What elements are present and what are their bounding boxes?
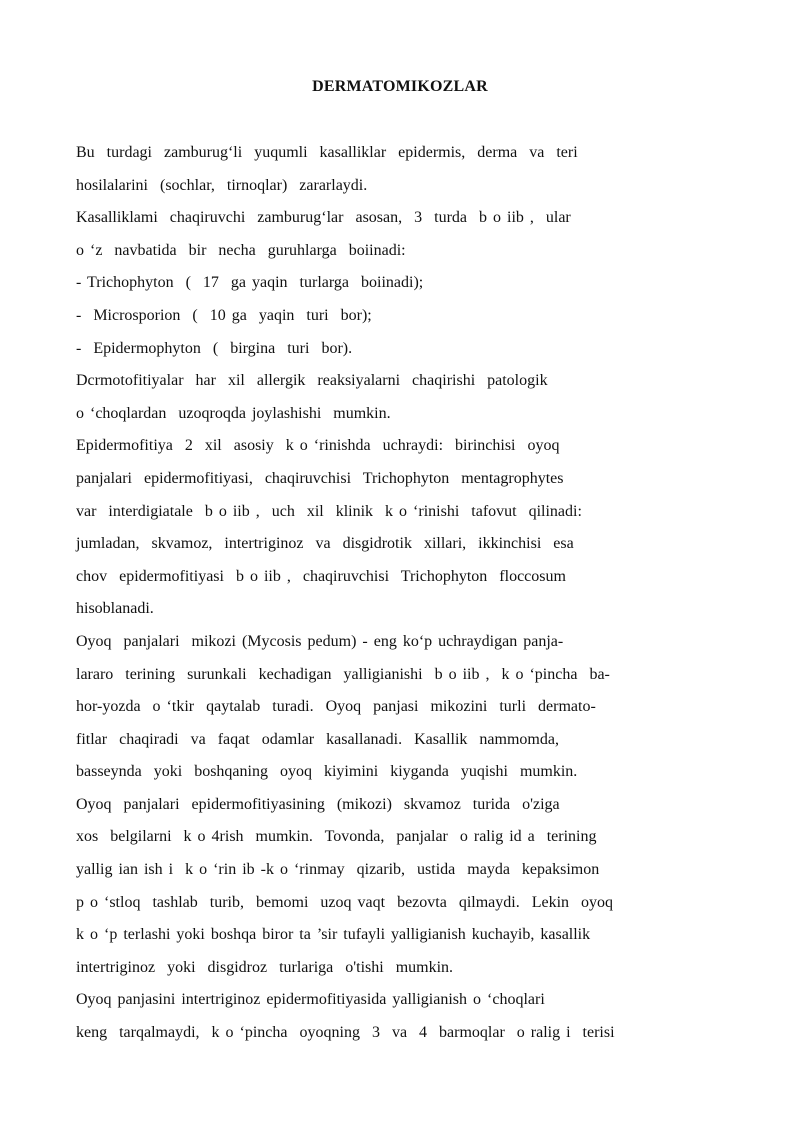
text-line: hor-yozda o ‘tkir qaytalab turadi. Oyoq panjasi mikozini turli dermato- bbox=[76, 698, 596, 716]
text-line: Oyoq panjasini intertriginoz epidermofitiyasida yalligianish o ‘choqlari bbox=[76, 991, 545, 1009]
text-line: panjalari epidermofitiyasi, chaqiruvchisi Trichophyton mentagrophytes bbox=[76, 469, 564, 487]
text-line: basseynda yoki boshqaning oyoq kiyimini kiyganda yuqishi mumkin. bbox=[76, 763, 578, 781]
text-line: lararo terining surunkali kechadigan yalligianishi b o iib , k o ‘pincha ba- bbox=[76, 665, 610, 683]
text-line: Oyoq panjalari mikozi (Mycosis pedum) - eng ko‘p uchraydigan panja- bbox=[76, 632, 564, 650]
list-item-epidermophyton: - Epidermophyton ( birgina turi bor). bbox=[76, 339, 353, 357]
text-line: fitlar chaqiradi va faqat odamlar kasallanadi. Kasallik nammomda, bbox=[76, 730, 559, 748]
text-line: Bu turdagi zamburug‘li yuqumli kasalliklar epidermis, derma va teri bbox=[76, 144, 578, 161]
text-line: Kasalliklami chaqiruvchi zamburug‘lar asosan, 3 turda b o iib , ular bbox=[76, 209, 571, 227]
text-line: xos belgilarni k o 4rish mumkin. Tovonda, panjalar o ralig id a terining bbox=[76, 828, 597, 846]
text-line: Oyoq panjalari epidermofitiyasining (mikozi) skvamoz turida o'ziga bbox=[76, 795, 560, 813]
text-line: jumladan, skvamoz, intertriginoz va disgidrotik xillari, ikkinchisi esa bbox=[76, 535, 574, 553]
text-line: o ‘choqlardan uzoqroqda joylashishi mumkin. bbox=[76, 404, 391, 422]
text-line: k o ‘p terlashi yoki boshqa biror ta ’sir tufayli yalligianish kuchayib, kasallik bbox=[76, 926, 591, 944]
text-line: Dcrmotofitiyalar har xil allergik reaksiyalarni chaqirishi patologik bbox=[76, 372, 548, 390]
text-line: var interdigiatale b o iib , uch xil klinik k o ‘rinishi tafovut qilinadi: bbox=[76, 502, 582, 520]
text-line: chov epidermofitiyasi b o iib , chaqiruvchisi Trichophyton floccosum bbox=[76, 567, 566, 585]
document-title: DERMATOMIKOZLAR bbox=[312, 78, 488, 95]
document-body bbox=[76, 143, 676, 1056]
text-line: hosilalarini (sochlar, tirnoqlar) zararlaydi. bbox=[76, 176, 368, 194]
text-line: p o ‘stloq tashlab turib, bemomi uzoq vaqt bezovta qilmaydi. Lekin oyoq bbox=[76, 893, 614, 911]
text-line: intertriginoz yoki disgidroz turlariga o'tishi mumkin. bbox=[76, 958, 454, 976]
text-line: Epidermofitiya 2 xil asosiy k o ‘rinishda uchraydi: birinchisi oyoq bbox=[76, 437, 560, 455]
list-item-microsporion: - Microsporion ( 10 ga yaqin turi bor); bbox=[76, 306, 372, 324]
text-line: keng tarqalmaydi, k o ‘pincha oyoqning 3 va 4 barmoqlar o ralig i terisi bbox=[76, 1024, 615, 1042]
text-line: yallig ian ish i k o ‘rin ib -k o ‘rinmay qizarib, ustida mayda kepaksimon bbox=[76, 861, 600, 879]
text-line: hisoblanadi. bbox=[76, 600, 154, 618]
list-item-trichophyton: - Trichophyton ( 17 ga yaqin turlarga boiinadi); bbox=[76, 274, 424, 292]
text-line: o ‘z navbatida bir necha guruhlarga boiinadi: bbox=[76, 241, 406, 259]
